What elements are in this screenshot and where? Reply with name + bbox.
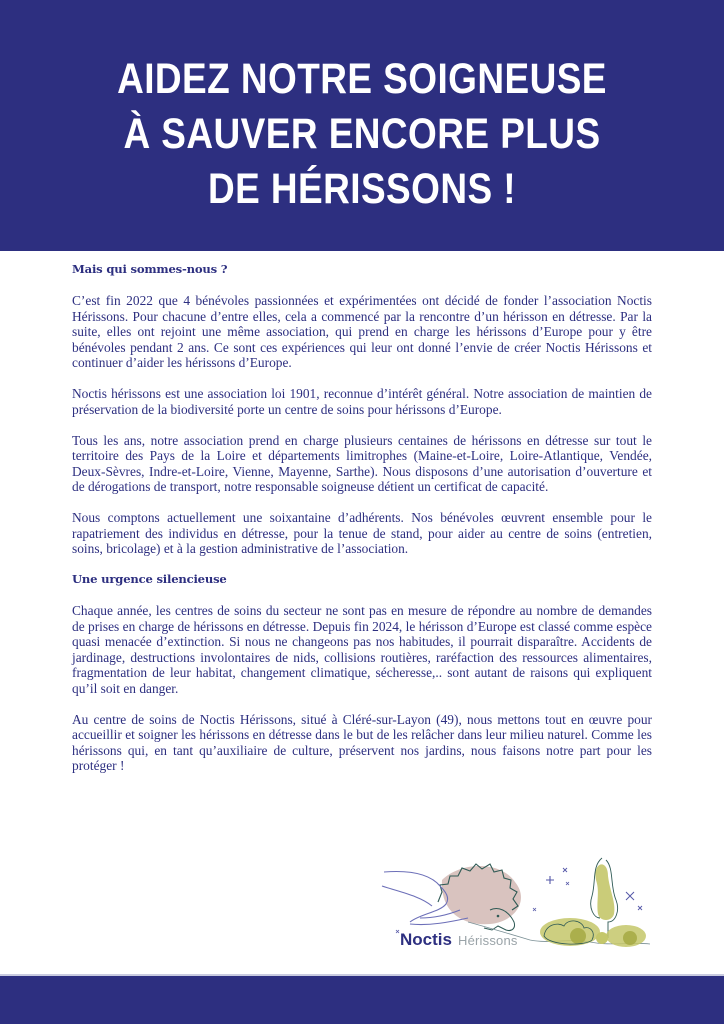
paragraph: Noctis hérissons est une association loi 1901, reconnue d’intérêt général. Notre association de maintien de préservation de la biodiversité porte un centre de soins pour hérissons d’Europe.	[72, 386, 652, 417]
footer-banner	[0, 976, 724, 1024]
star-cross	[566, 882, 569, 885]
star-cross	[396, 930, 399, 933]
star-cross	[533, 908, 536, 911]
star-cross	[626, 892, 634, 900]
star-cross	[638, 906, 642, 910]
bush-small	[596, 932, 608, 944]
document-body	[72, 262, 652, 789]
paragraph: Chaque année, les centres de soins du secteur ne sont pas en mesure de répondre au nombre de demandes de prises en charge de hérissons en détresse. Depuis fin 2024, le hérisson d’Europe est classé comme espèce quasi menacée d’extinction. Si nous ne changeons pas nos habitudes, il pourrait disparaître. Accidents de jardinage, destructions involontaires de nids, collisions routières, raréfaction des ressources alimentaires, fragmentation de leur habitat, changement climatique, sécheresse,.. sont autant de raisons qui expliquent qu’il soit en danger.	[72, 603, 652, 696]
section-heading-silent-emergency: Une urgence silencieuse	[72, 572, 227, 586]
bush-right-shade	[623, 931, 637, 945]
bush-left	[540, 918, 600, 946]
star-plus	[546, 876, 554, 884]
hedgehog-eye	[497, 915, 500, 918]
paragraph: Au centre de soins de Noctis Hérissons, situé à Cléré-sur-Layon (49), nous mettons tout en œuvre pour accueillir et soigner les hérissons en détresse dans le but de les relâcher dans leur milieu naturel. Comme les hérissons qui, en tant qu’auxiliaire de culture, préservent nos jardins, nous faisons notre part pour les protéger !	[72, 711, 652, 773]
paragraph: Nous comptons actuellement une soixantaine d’adhérents. Nos bénévoles œuvrent ensemble pour le rapatriement des individus en détresse, pour la tenue de stand, pour aider au centre de soins (entretien, soins, bricolage) et à la gestion administrative de l’association.	[72, 510, 652, 556]
star-cross	[563, 868, 567, 872]
logo-name-bold: Noctis	[400, 930, 452, 949]
header-banner	[0, 0, 724, 251]
section-heading-who-we-are: Mais qui sommes-nous ?	[72, 262, 228, 276]
logo-name-light: Hérissons	[458, 933, 518, 948]
page-title: AIDEZ NOTRE SOIGNEUSE À SAUVER ENCORE PLUS DE HÉRISSONS !	[117, 55, 607, 213]
noctis-herissons-logo	[380, 852, 665, 964]
paragraph: C’est fin 2022 que 4 bénévoles passionnées et expérimentées ont décidé de fonder l’association Noctis Hérissons. Pour chacune d’entre elles, cela a commencé par la rencontre d’un hérisson en détresse. Par la suite, elles ont rejoint une même association, qui prend en charge les hérissons d’Europe pour y être bénévoles pendant 2 ans. Ce sont ces expériences qui leur ont donné l’envie de créer Noctis Hérissons et continuer d’aider les hérissons d’Europe.	[72, 293, 652, 370]
bush-left-shade	[570, 928, 586, 944]
paragraph: Tous les ans, notre association prend en charge plusieurs centaines de hérissons en détresse sur tout le territoire des Pays de la Loire et départements limitrophes (Maine-et-Loire, Loire-Atlantique, Vendée, Deux-Sèvres, Indre-et-Loire, Vienne, Mayenne, Sarthe). Nous disposons d’une autorisation d’ouverture et de dérogations de transport, notre responsable soigneuse détient un certificat de capacité.	[72, 432, 652, 494]
